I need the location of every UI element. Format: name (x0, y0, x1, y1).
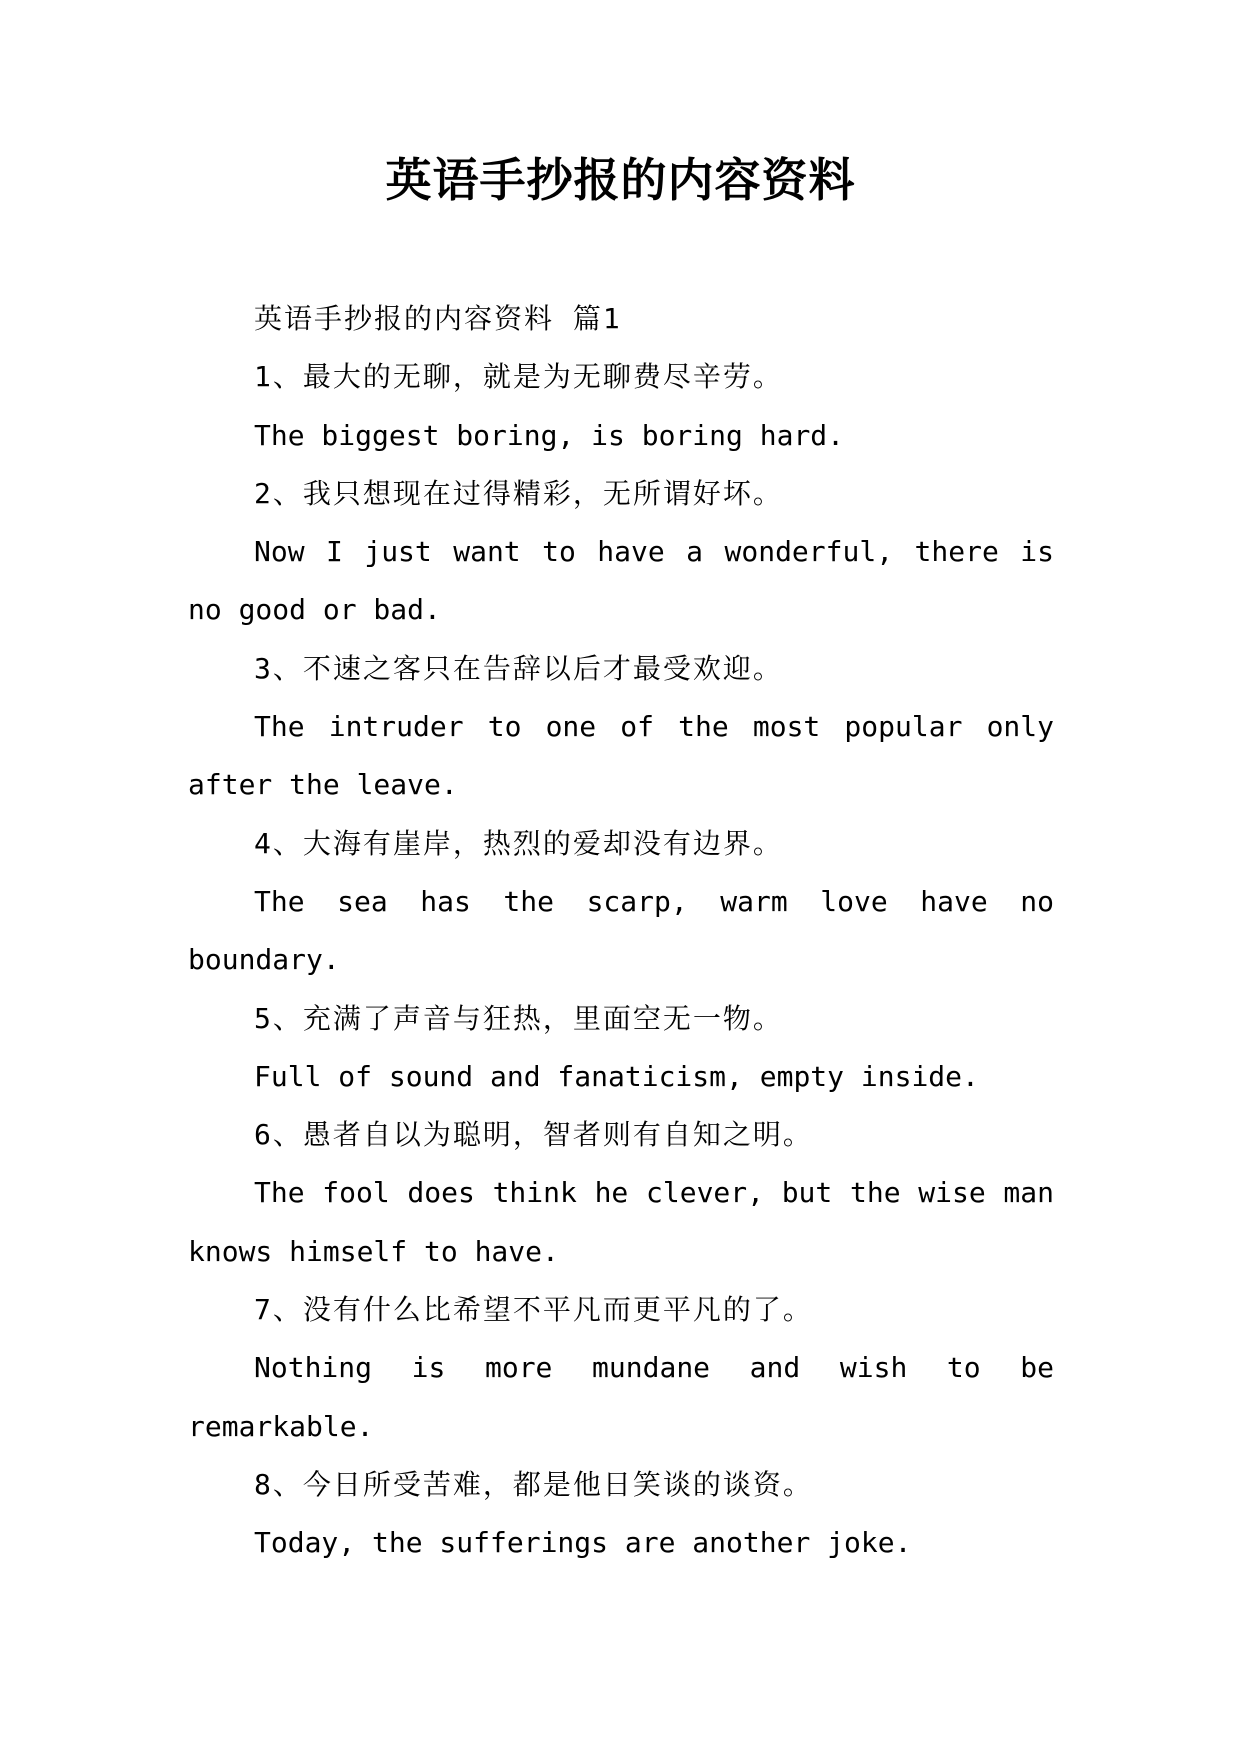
paragraph-en-8: Today, the sufferings are another joke. (254, 1526, 912, 1560)
paragraph-cn-5: 5、充满了声音与狂热，里面空无一物。 (254, 1001, 783, 1035)
document-body (188, 290, 1054, 1573)
paragraph-cn-3: 3、不速之客只在告辞以后才最受欢迎。 (254, 651, 783, 685)
paragraph-cn-8: 8、今日所受苦难，都是他日笑谈的谈资。 (254, 1467, 813, 1501)
paragraph-en-7: Nothing is more mundane and wish to be remarkable. (188, 1351, 1054, 1443)
paragraph-cn-1: 1、最大的无聊，就是为无聊费尽辛劳。 (254, 360, 783, 394)
paragraph-en-3: The intruder to one of the most popular only after the leave. (188, 710, 1054, 802)
paragraph-en-6: The fool does think he clever, but the wise man knows himself to have. (188, 1176, 1054, 1268)
paragraph-cn-6: 6、愚者自以为聪明，智者则有自知之明。 (254, 1118, 813, 1152)
paragraph-cn-2: 2、我只想现在过得精彩，无所谓好坏。 (254, 476, 783, 510)
paragraph-cn-4: 4、大海有崖岸，热烈的爱却没有边界。 (254, 826, 783, 860)
paragraph-en-1: The biggest boring, is boring hard. (254, 418, 845, 452)
paragraph-en-2: Now I just want to have a wonderful, there is no good or bad. (188, 535, 1054, 627)
section-heading: 英语手抄报的内容资料 篇1 (254, 302, 622, 335)
paragraph-en-5: Full of sound and fanaticism, empty inside. (254, 1059, 979, 1093)
paragraph-en-4: The sea has the scarp, warm love have no boundary. (188, 884, 1054, 977)
paragraph-cn-7: 7、没有什么比希望不平凡而更平凡的了。 (254, 1293, 813, 1327)
document-title: 英语手抄报的内容资料 (385, 153, 856, 207)
